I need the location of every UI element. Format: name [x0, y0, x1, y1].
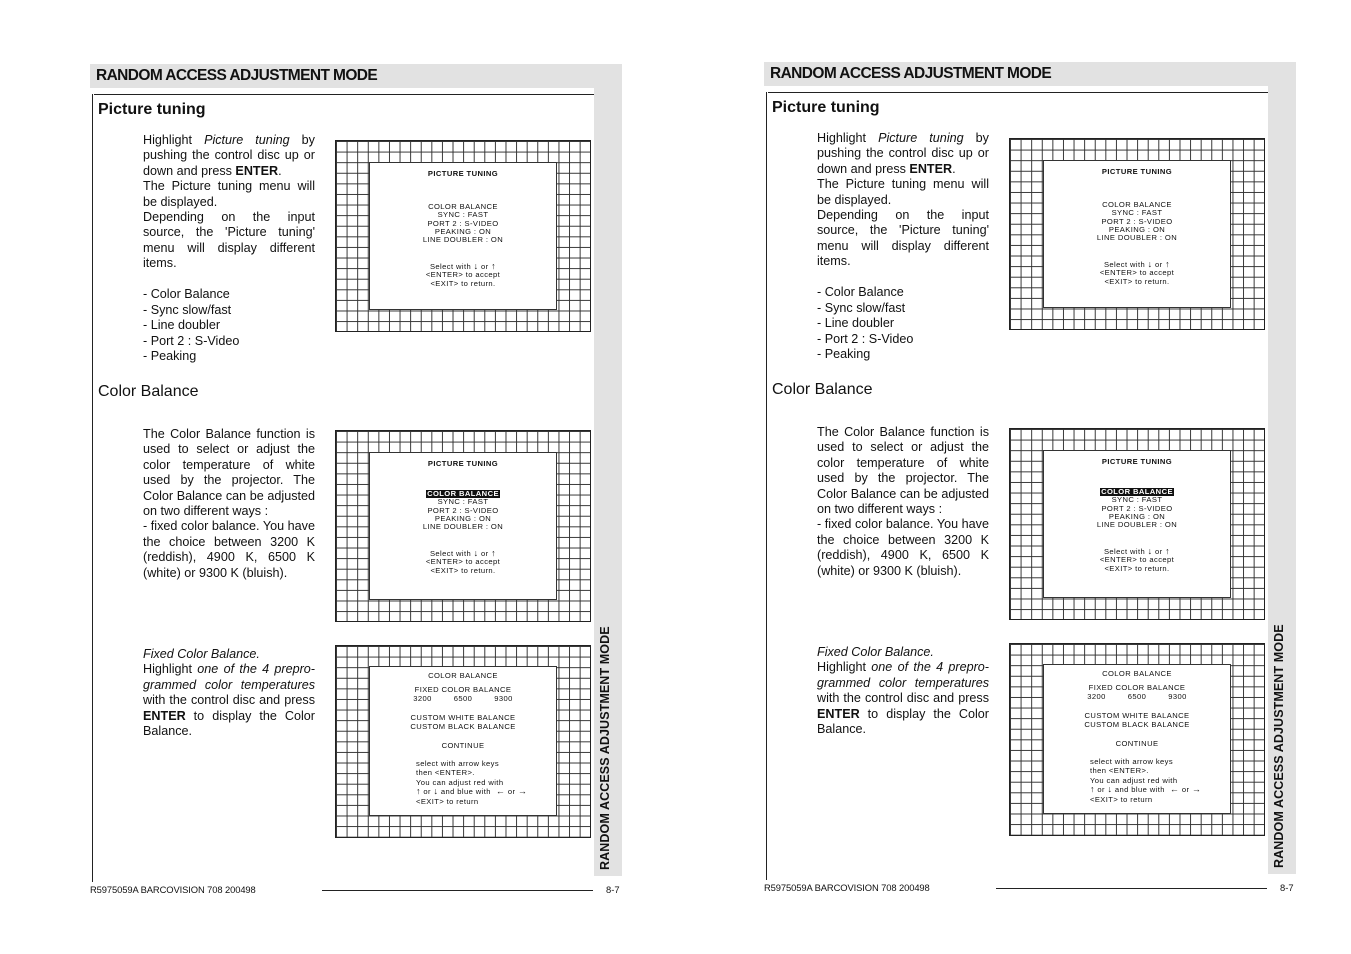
page-left [90, 0, 630, 954]
osd-title: COLOR BALANCE [428, 671, 498, 680]
footer-doc-id: R5975059A BARCOVISION 708 200498 [90, 884, 256, 895]
osd-item: PORT 2 : S-VIDEO [1101, 503, 1173, 513]
osd-item: FIXED COLOR BALANCE [1088, 682, 1186, 692]
heading-picture-tuning: Picture tuning [772, 99, 880, 116]
list-item: - Port 2 : S-Video [143, 333, 240, 348]
section-header [764, 62, 1268, 86]
arrow-down-icon: ↓ [1107, 784, 1113, 795]
left-rule [92, 94, 93, 882]
arrow-up-icon: ↑ [491, 548, 497, 559]
list-item: - Sync slow/fast [817, 300, 906, 315]
osd-color-balance [369, 666, 557, 816]
osd-item: COLOR BALANCE [428, 202, 498, 212]
footer-rule [322, 890, 593, 891]
osd-item: PEAKING : ON [434, 226, 492, 236]
osd-item: SYNC : FAST [1111, 208, 1163, 218]
list-item: - Color Balance [143, 287, 230, 301]
arrow-down-icon: ↓ [473, 548, 479, 559]
osd-picture-tuning-selected: PICTURE TUNING COLOR BALANCE SYNC : FAST PORT 2 : S-VIDEO PEAKING : ON LINE DOUBLER : ON Select with ↓ or ↑ <ENTER> to accept <EXIT> to return. [369, 452, 557, 600]
osd-temperatures [370, 694, 556, 704]
osd-item: CUSTOM WHITE BALANCE [410, 712, 516, 722]
arrow-down-icon: ↓ [433, 786, 439, 797]
temp-6500: 6500 [1127, 692, 1147, 702]
osd-title: COLOR BALANCE [1102, 669, 1172, 678]
osd-item: LINE DOUBLER : ON [422, 522, 504, 532]
temp-3200: 3200 [1087, 692, 1106, 702]
color-balance-text: The Color Balance function is used to select or adjust the color temperature of white used by the projector. The Color Balance can be adjusted on two different ways : - fixed color balance. You have the choice between 3200 K (reddish), 4900 K, 6500 K (white) or 9300 K (bluish). [817, 425, 989, 578]
arrow-left-icon: ← [495, 786, 506, 797]
osd-item: CUSTOM WHITE BALANCE [1084, 710, 1190, 720]
osd-item: LINE DOUBLER : ON [1096, 233, 1178, 243]
osd-item: CUSTOM BLACK BALANCE [410, 722, 516, 732]
osd-item: PORT 2 : S-VIDEO [1101, 216, 1173, 226]
osd-color-balance [1043, 664, 1231, 814]
osd-selected-item: COLOR BALANCE [1101, 487, 1173, 497]
osd-item: PEAKING : ON [1108, 511, 1166, 521]
page-number: 8-7 [1280, 882, 1294, 893]
arrow-right-icon: → [1191, 784, 1202, 795]
header-rule [768, 92, 1268, 93]
screen-grid-fixed-color-balance [335, 645, 591, 838]
osd-item: COLOR BALANCE [1102, 200, 1172, 210]
footer-doc-id: R5975059A BARCOVISION 708 200498 [764, 882, 930, 893]
heading-color-balance: Color Balance [772, 381, 873, 398]
osd-item: SYNC : FAST [437, 210, 489, 220]
header-rule [94, 94, 594, 95]
osd-item: PORT 2 : S-VIDEO [427, 505, 499, 515]
osd-title: PICTURE TUNING [427, 169, 499, 178]
osd-title: PICTURE TUNING [427, 459, 499, 468]
temp-3200: 3200 [413, 694, 432, 704]
osd-item: FIXED COLOR BALANCE [414, 684, 512, 694]
list-item: - Color Balance [817, 285, 904, 299]
arrow-down-icon: ↓ [1147, 546, 1153, 557]
side-tab-label: RANDOM ACCESS ADJUSTMENT MODE [598, 626, 612, 870]
heading-color-balance: Color Balance [98, 383, 199, 400]
osd-title: PICTURE TUNING [1101, 457, 1173, 466]
osd-item: SYNC : FAST [437, 497, 489, 507]
osd-item: CONTINUE [441, 740, 485, 750]
osd-item: SYNC : FAST [1111, 495, 1163, 505]
side-tab-label: RANDOM ACCESS ADJUSTMENT MODE [1272, 624, 1286, 868]
arrow-down-icon: ↓ [1147, 259, 1153, 270]
osd-help: Select with ↓ or ↑ [1103, 259, 1171, 270]
picture-tuning-items [817, 285, 913, 363]
list-item: - Sync slow/fast [143, 302, 232, 317]
picture-tuning-text: Highlight Picture tuning by pushing the control disc up or down and press ENTER. The Picture tuning menu will be displayed. Depending on the input source, the 'Picture tuning' menu will display different items. [143, 133, 315, 271]
osd-picture-tuning-selected: PICTURE TUNING COLOR BALANCE SYNC : FAST PORT 2 : S-VIDEO PEAKING : ON LINE DOUBLER : ON Select with ↓ or ↑ <ENTER> to accept <EXIT> to return. [1043, 450, 1231, 598]
osd-item: LINE DOUBLER : ON [1096, 520, 1178, 530]
list-item: - Line doubler [817, 316, 895, 330]
section-header [90, 64, 594, 88]
list-item: - Line doubler [143, 318, 221, 332]
osd-picture-tuning: PICTURE TUNING COLOR BALANCE SYNC : FAST PORT 2 : S-VIDEO PEAKING : ON LINE DOUBLER : ON Select with ↓ or ↑ <ENTER> to accept <EXIT> to return. [369, 162, 557, 310]
arrow-up-icon: ↑ [416, 786, 421, 797]
arrow-left-icon: ← [1169, 784, 1180, 795]
osd-temperatures [1044, 692, 1230, 702]
osd-item: PORT 2 : S-VIDEO [427, 218, 499, 228]
osd-selected-item: COLOR BALANCE [427, 489, 499, 499]
arrow-right-icon: → [517, 786, 528, 797]
osd-help: Select with ↓ or ↑ [1103, 546, 1171, 557]
osd-help: Select with ↓ or ↑ [429, 261, 497, 272]
osd-item: PEAKING : ON [434, 513, 492, 523]
color-balance-text: The Color Balance function is used to select or adjust the color temperature of white used by the projector. The Color Balance can be adjusted on two different ways : - fixed color balance. You have the choice between 3200 K (reddish), 4900 K, 6500 K (white) or 9300 K (bluish). [143, 427, 315, 580]
picture-tuning-text: Highlight Picture tuning by pushing the control disc up or down and press ENTER. The Picture tuning menu will be displayed. Depending on the input source, the 'Picture tuning' menu will display different items. [817, 131, 989, 269]
temp-6500: 6500 [453, 694, 473, 704]
screen-grid-color-balance-selected [1009, 428, 1265, 620]
arrow-up-icon: ↑ [1165, 259, 1171, 270]
picture-tuning-items [143, 287, 239, 365]
temp-9300: 9300 [494, 694, 513, 704]
temp-9300: 9300 [1168, 692, 1187, 702]
osd-item: CUSTOM BLACK BALANCE [1084, 720, 1190, 730]
osd-picture-tuning: PICTURE TUNING COLOR BALANCE SYNC : FAST PORT 2 : S-VIDEO PEAKING : ON LINE DOUBLER : ON Select with ↓ or ↑ <ENTER> to accept <EXIT> to return. [1043, 160, 1231, 308]
osd-item: PEAKING : ON [1108, 224, 1166, 234]
osd-item: LINE DOUBLER : ON [422, 235, 504, 245]
osd-title: PICTURE TUNING [1101, 167, 1173, 176]
arrow-up-icon: ↑ [1165, 546, 1171, 557]
header-title: RANDOM ACCESS ADJUSTMENT MODE [96, 67, 378, 84]
osd-help: Select with ↓ or ↑ [429, 548, 497, 559]
osd-help: select with arrow keys then <ENTER>. You can adjust red with ↑ or ↓ and blue with ← or → <EXIT> to return [1090, 756, 1202, 804]
page-number: 8-7 [606, 884, 620, 895]
fixed-color-balance-text: Fixed Color Balance. Highlight one of the 4 prepro-grammed color temperatures with the control disc and press ENTER to display the Color Balance. [143, 647, 315, 739]
osd-help: select with arrow keys then <ENTER>. You can adjust red with ↑ or ↓ and blue with ← or → <EXIT> to return [416, 758, 528, 806]
left-rule [766, 92, 767, 880]
screen-grid-fixed-color-balance [1009, 643, 1265, 836]
list-item: - Peaking [817, 347, 871, 361]
screen-grid-color-balance-selected [335, 430, 591, 622]
arrow-up-icon: ↑ [1090, 784, 1095, 795]
fixed-color-balance-text: Fixed Color Balance. Highlight one of the 4 prepro-grammed color temperatures with the control disc and press ENTER to display the Color Balance. [817, 645, 989, 737]
arrow-down-icon: ↓ [473, 261, 479, 272]
list-item: - Peaking [143, 349, 197, 363]
heading-picture-tuning: Picture tuning [98, 101, 206, 118]
page-right [764, 0, 1304, 952]
screen-grid-picture-tuning [1009, 138, 1265, 330]
screen-grid-picture-tuning [335, 140, 591, 332]
list-item: - Port 2 : S-Video [817, 331, 914, 346]
arrow-up-icon: ↑ [491, 261, 497, 272]
footer-rule [996, 888, 1267, 889]
osd-item: CONTINUE [1115, 738, 1159, 748]
header-title: RANDOM ACCESS ADJUSTMENT MODE [770, 65, 1052, 82]
